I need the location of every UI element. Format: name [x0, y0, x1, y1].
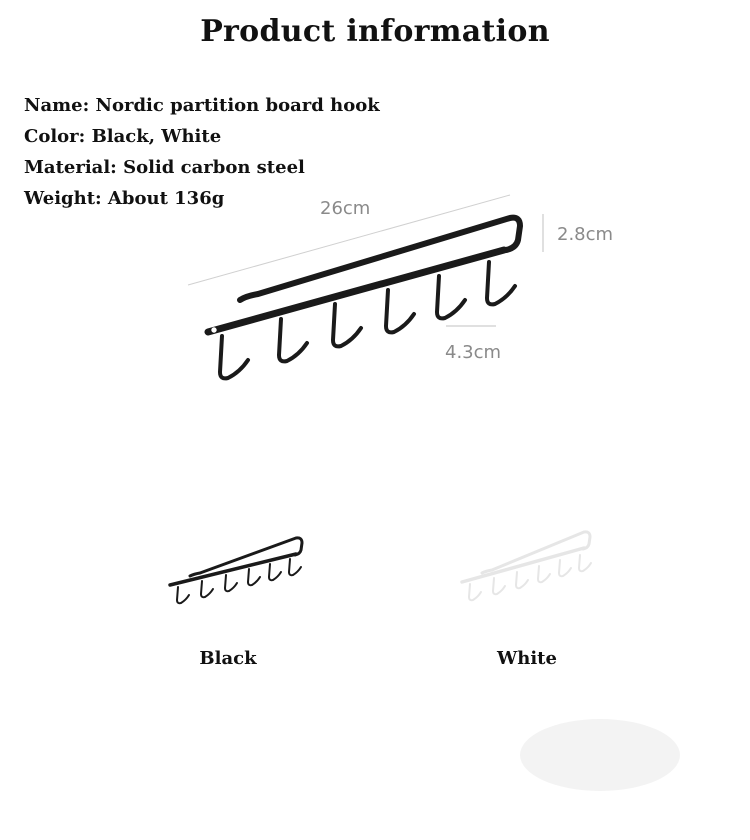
variant-label-black: Black [199, 648, 257, 669]
decorative-shadow [520, 719, 680, 791]
spec-color: Color: Black, White [24, 126, 222, 147]
variant-label-white: White [497, 648, 557, 669]
page-title: Product information [200, 14, 550, 49]
length-label: 26cm [320, 198, 371, 219]
spec-weight: Weight: About 136g [24, 188, 225, 209]
spec-name: Name: Nordic partition board hook [24, 95, 380, 116]
black-variant-image [170, 538, 302, 603]
spec-material: Material: Solid carbon steel [24, 157, 305, 178]
white-variant-image [462, 532, 591, 600]
height-label: 2.8cm [557, 224, 614, 245]
spacing-label: 4.3cm [445, 342, 502, 363]
